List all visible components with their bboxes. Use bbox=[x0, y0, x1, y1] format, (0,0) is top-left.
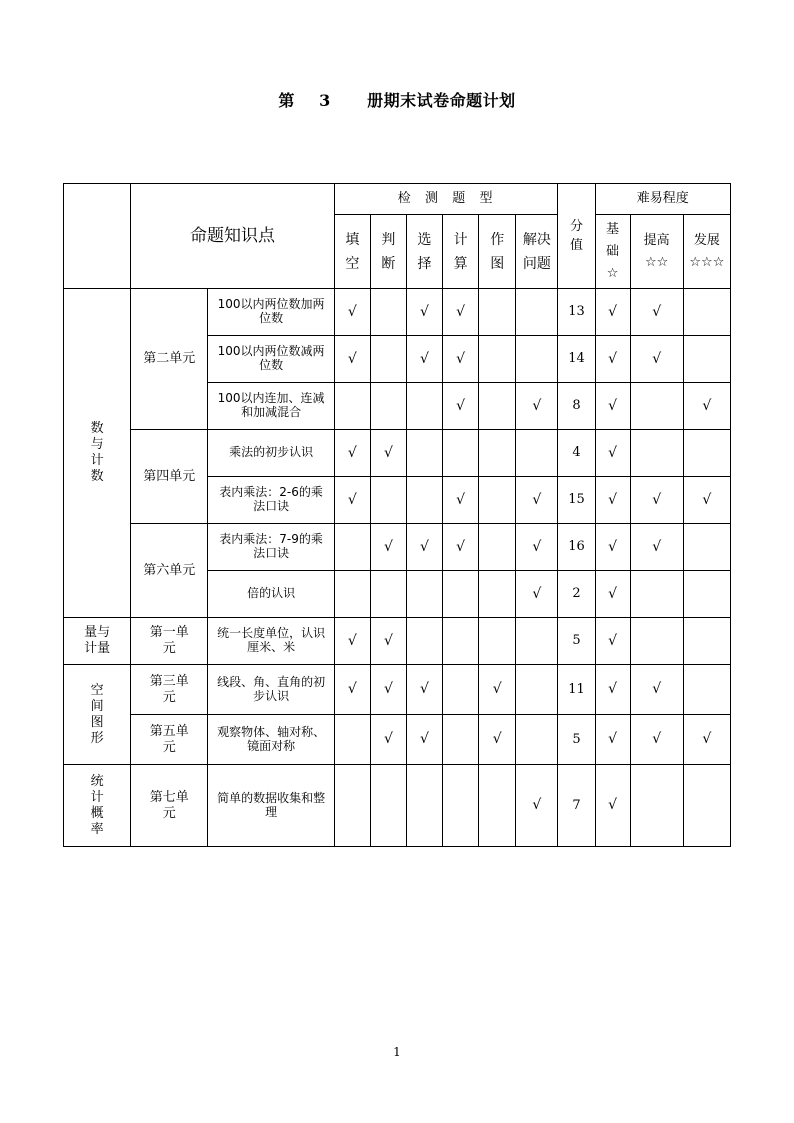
difficulty-cell bbox=[683, 430, 730, 477]
check-cell bbox=[370, 618, 406, 665]
check-cell bbox=[370, 289, 406, 336]
difficulty-cell bbox=[630, 383, 683, 430]
check-mark-icon: √ bbox=[608, 303, 618, 320]
check-cell bbox=[370, 383, 406, 430]
check-cell bbox=[443, 477, 479, 524]
check-cell bbox=[516, 336, 558, 383]
difficulty-cell bbox=[595, 336, 630, 383]
check-mark-icon: √ bbox=[532, 491, 542, 508]
header-level-0: 基础☆ bbox=[595, 215, 630, 289]
domain-cell: 量与计量 bbox=[64, 618, 131, 665]
check-mark-icon: √ bbox=[383, 538, 393, 555]
score-cell: 14 bbox=[558, 336, 595, 383]
check-mark-icon: √ bbox=[383, 681, 393, 697]
check-cell bbox=[516, 524, 558, 571]
check-cell bbox=[370, 571, 406, 618]
check-cell bbox=[479, 289, 516, 336]
check-cell bbox=[479, 524, 516, 571]
table-row bbox=[64, 524, 731, 571]
check-cell bbox=[443, 665, 479, 715]
header-level-1: 提高☆☆ bbox=[630, 215, 683, 289]
difficulty-cell bbox=[630, 618, 683, 665]
knowledge-point-cell: 乘法的初步认识 bbox=[208, 430, 334, 477]
table-row bbox=[64, 765, 731, 847]
check-mark-icon: √ bbox=[347, 350, 357, 367]
check-mark-icon: √ bbox=[608, 538, 618, 555]
domain-cell: 空间图形 bbox=[64, 665, 131, 765]
check-mark-icon: √ bbox=[652, 681, 662, 697]
unit-cell: 第三单元 bbox=[131, 665, 208, 715]
knowledge-point-cell: 表内乘法：7-9的乘法口诀 bbox=[208, 524, 334, 571]
check-cell bbox=[406, 765, 442, 847]
check-cell bbox=[479, 430, 516, 477]
check-cell bbox=[516, 715, 558, 765]
table-row bbox=[64, 665, 731, 715]
check-cell bbox=[406, 618, 442, 665]
unit-cell: 第四单元 bbox=[131, 430, 208, 524]
check-mark-icon: √ bbox=[347, 681, 357, 697]
check-mark-icon: √ bbox=[532, 538, 542, 555]
check-mark-icon: √ bbox=[456, 350, 466, 367]
score-cell: 5 bbox=[558, 715, 595, 765]
difficulty-cell bbox=[595, 715, 630, 765]
check-mark-icon: √ bbox=[420, 681, 429, 697]
check-mark-icon: √ bbox=[347, 491, 357, 508]
header-question-types: 检 测 题 型 bbox=[334, 184, 558, 215]
check-cell bbox=[479, 383, 516, 430]
check-cell bbox=[443, 289, 479, 336]
header-score: 分值 bbox=[558, 184, 595, 289]
check-cell bbox=[406, 430, 442, 477]
difficulty-cell bbox=[683, 289, 730, 336]
score-cell: 15 bbox=[558, 477, 595, 524]
unit-cell: 第七单元 bbox=[131, 765, 208, 847]
knowledge-point-cell: 100以内两位数加两位数 bbox=[208, 289, 334, 336]
check-cell bbox=[516, 618, 558, 665]
check-mark-icon: √ bbox=[383, 444, 393, 461]
difficulty-cell bbox=[595, 665, 630, 715]
check-mark-icon: √ bbox=[608, 585, 618, 602]
check-cell bbox=[443, 430, 479, 477]
header-level-2: 发展☆☆☆ bbox=[683, 215, 730, 289]
check-mark-icon: √ bbox=[420, 731, 429, 747]
unit-cell: 第二单元 bbox=[131, 289, 208, 430]
check-cell bbox=[334, 618, 370, 665]
check-cell bbox=[334, 571, 370, 618]
difficulty-cell bbox=[630, 571, 683, 618]
check-mark-icon: √ bbox=[492, 731, 502, 747]
check-cell bbox=[406, 715, 442, 765]
check-cell bbox=[370, 715, 406, 765]
knowledge-point-cell: 统一长度单位，认识厘米、米 bbox=[208, 618, 334, 665]
score-cell: 2 bbox=[558, 571, 595, 618]
check-cell bbox=[479, 618, 516, 665]
difficulty-cell bbox=[630, 430, 683, 477]
knowledge-point-cell: 线段、角、直角的初步认识 bbox=[208, 665, 334, 715]
difficulty-cell bbox=[683, 665, 730, 715]
check-mark-icon: √ bbox=[652, 538, 662, 555]
header-difficulty: 难易程度 bbox=[595, 184, 730, 215]
check-cell bbox=[443, 524, 479, 571]
difficulty-cell bbox=[595, 477, 630, 524]
difficulty-cell bbox=[630, 289, 683, 336]
table-row bbox=[64, 289, 731, 336]
table-row bbox=[64, 618, 731, 665]
unit-cell: 第一单元 bbox=[131, 618, 208, 665]
difficulty-cell bbox=[595, 383, 630, 430]
score-cell: 11 bbox=[558, 665, 595, 715]
knowledge-point-cell: 表内乘法：2-6的乘法口诀 bbox=[208, 477, 334, 524]
check-cell bbox=[516, 289, 558, 336]
check-mark-icon: √ bbox=[608, 797, 618, 813]
check-mark-icon: √ bbox=[608, 632, 618, 649]
page-number: 1 bbox=[393, 1045, 401, 1059]
check-cell bbox=[334, 430, 370, 477]
header-type-2: 选择 bbox=[406, 215, 442, 289]
check-cell bbox=[516, 383, 558, 430]
difficulty-cell bbox=[683, 715, 730, 765]
check-mark-icon: √ bbox=[702, 491, 712, 508]
check-mark-icon: √ bbox=[347, 632, 357, 649]
check-mark-icon: √ bbox=[532, 585, 542, 602]
score-cell: 16 bbox=[558, 524, 595, 571]
check-cell bbox=[516, 765, 558, 847]
check-mark-icon: √ bbox=[652, 303, 662, 320]
check-cell bbox=[516, 665, 558, 715]
check-cell bbox=[406, 665, 442, 715]
difficulty-cell bbox=[630, 336, 683, 383]
score-cell: 4 bbox=[558, 430, 595, 477]
check-mark-icon: √ bbox=[420, 350, 429, 367]
check-mark-icon: √ bbox=[608, 731, 618, 747]
check-cell bbox=[406, 336, 442, 383]
check-cell bbox=[370, 430, 406, 477]
difficulty-cell bbox=[683, 336, 730, 383]
check-cell bbox=[334, 524, 370, 571]
difficulty-cell bbox=[595, 618, 630, 665]
difficulty-cell bbox=[683, 618, 730, 665]
difficulty-cell bbox=[595, 430, 630, 477]
knowledge-point-cell: 简单的数据收集和整理 bbox=[208, 765, 334, 847]
check-mark-icon: √ bbox=[383, 632, 393, 649]
check-mark-icon: √ bbox=[347, 303, 357, 320]
check-cell bbox=[516, 430, 558, 477]
score-cell: 7 bbox=[558, 765, 595, 847]
page-title: 第 3 册期末试卷命题计划 bbox=[278, 91, 516, 110]
score-cell: 5 bbox=[558, 618, 595, 665]
check-mark-icon: √ bbox=[608, 397, 618, 414]
difficulty-cell bbox=[630, 765, 683, 847]
check-cell bbox=[370, 765, 406, 847]
check-mark-icon: √ bbox=[652, 350, 662, 367]
check-mark-icon: √ bbox=[420, 303, 429, 320]
check-mark-icon: √ bbox=[456, 303, 466, 320]
difficulty-cell bbox=[630, 665, 683, 715]
table-row bbox=[64, 430, 731, 477]
check-mark-icon: √ bbox=[347, 444, 357, 461]
difficulty-cell bbox=[630, 524, 683, 571]
check-mark-icon: √ bbox=[456, 397, 466, 414]
check-cell bbox=[334, 715, 370, 765]
check-cell bbox=[516, 571, 558, 618]
check-cell bbox=[334, 765, 370, 847]
check-cell bbox=[334, 383, 370, 430]
check-cell bbox=[443, 715, 479, 765]
check-cell bbox=[406, 289, 442, 336]
check-mark-icon: √ bbox=[702, 397, 712, 414]
check-mark-icon: √ bbox=[420, 538, 429, 555]
knowledge-point-cell: 观察物体、轴对称、镜面对称 bbox=[208, 715, 334, 765]
check-mark-icon: √ bbox=[652, 731, 662, 747]
check-cell bbox=[406, 477, 442, 524]
check-cell bbox=[443, 765, 479, 847]
difficulty-cell bbox=[683, 524, 730, 571]
check-cell bbox=[370, 524, 406, 571]
difficulty-cell bbox=[683, 571, 730, 618]
unit-cell: 第五单元 bbox=[131, 715, 208, 765]
knowledge-point-cell: 100以内连加、连减和加减混合 bbox=[208, 383, 334, 430]
header-knowledge: 命题知识点 bbox=[131, 184, 335, 289]
check-cell bbox=[406, 571, 442, 618]
check-cell bbox=[443, 571, 479, 618]
difficulty-cell bbox=[630, 477, 683, 524]
knowledge-point-cell: 倍的认识 bbox=[208, 571, 334, 618]
check-cell bbox=[334, 336, 370, 383]
check-mark-icon: √ bbox=[492, 681, 502, 697]
check-cell bbox=[334, 477, 370, 524]
check-cell bbox=[334, 289, 370, 336]
header-type-1: 判断 bbox=[370, 215, 406, 289]
check-mark-icon: √ bbox=[608, 444, 618, 461]
header-type-0: 填空 bbox=[334, 215, 370, 289]
check-mark-icon: √ bbox=[532, 797, 542, 813]
check-cell bbox=[406, 524, 442, 571]
check-mark-icon: √ bbox=[702, 731, 712, 747]
check-mark-icon: √ bbox=[608, 681, 618, 697]
check-cell bbox=[370, 665, 406, 715]
difficulty-cell bbox=[630, 715, 683, 765]
check-mark-icon: √ bbox=[383, 731, 393, 747]
check-cell bbox=[479, 336, 516, 383]
knowledge-point-cell: 100以内两位数减两位数 bbox=[208, 336, 334, 383]
header-row-1 bbox=[64, 184, 731, 215]
check-cell bbox=[479, 571, 516, 618]
unit-cell: 第六单元 bbox=[131, 524, 208, 618]
check-mark-icon: √ bbox=[456, 538, 466, 555]
table-row bbox=[64, 715, 731, 765]
check-cell bbox=[443, 618, 479, 665]
check-cell bbox=[479, 665, 516, 715]
check-mark-icon: √ bbox=[532, 397, 542, 414]
check-cell bbox=[406, 383, 442, 430]
check-cell bbox=[443, 383, 479, 430]
check-cell bbox=[479, 765, 516, 847]
check-mark-icon: √ bbox=[652, 491, 662, 508]
check-mark-icon: √ bbox=[608, 491, 618, 508]
difficulty-cell bbox=[683, 765, 730, 847]
check-cell bbox=[370, 477, 406, 524]
difficulty-cell bbox=[595, 571, 630, 618]
difficulty-cell bbox=[595, 524, 630, 571]
score-cell: 8 bbox=[558, 383, 595, 430]
score-cell: 13 bbox=[558, 289, 595, 336]
header-type-4: 作图 bbox=[479, 215, 516, 289]
difficulty-cell bbox=[683, 383, 730, 430]
check-mark-icon: √ bbox=[456, 491, 466, 508]
exam-plan-table bbox=[63, 183, 731, 847]
check-cell bbox=[370, 336, 406, 383]
difficulty-cell bbox=[595, 765, 630, 847]
header-type-5: 解决问题 bbox=[516, 215, 558, 289]
domain-cell: 统计概率 bbox=[64, 765, 131, 847]
check-cell bbox=[479, 715, 516, 765]
difficulty-cell bbox=[683, 477, 730, 524]
difficulty-cell bbox=[595, 289, 630, 336]
check-mark-icon: √ bbox=[608, 350, 618, 367]
check-cell bbox=[443, 336, 479, 383]
header-type-3: 计算 bbox=[443, 215, 479, 289]
check-cell bbox=[516, 477, 558, 524]
header-domain-cell bbox=[64, 184, 131, 289]
table-body bbox=[64, 184, 731, 847]
domain-cell: 数与计数 bbox=[64, 289, 131, 618]
check-cell bbox=[479, 477, 516, 524]
check-cell bbox=[334, 665, 370, 715]
